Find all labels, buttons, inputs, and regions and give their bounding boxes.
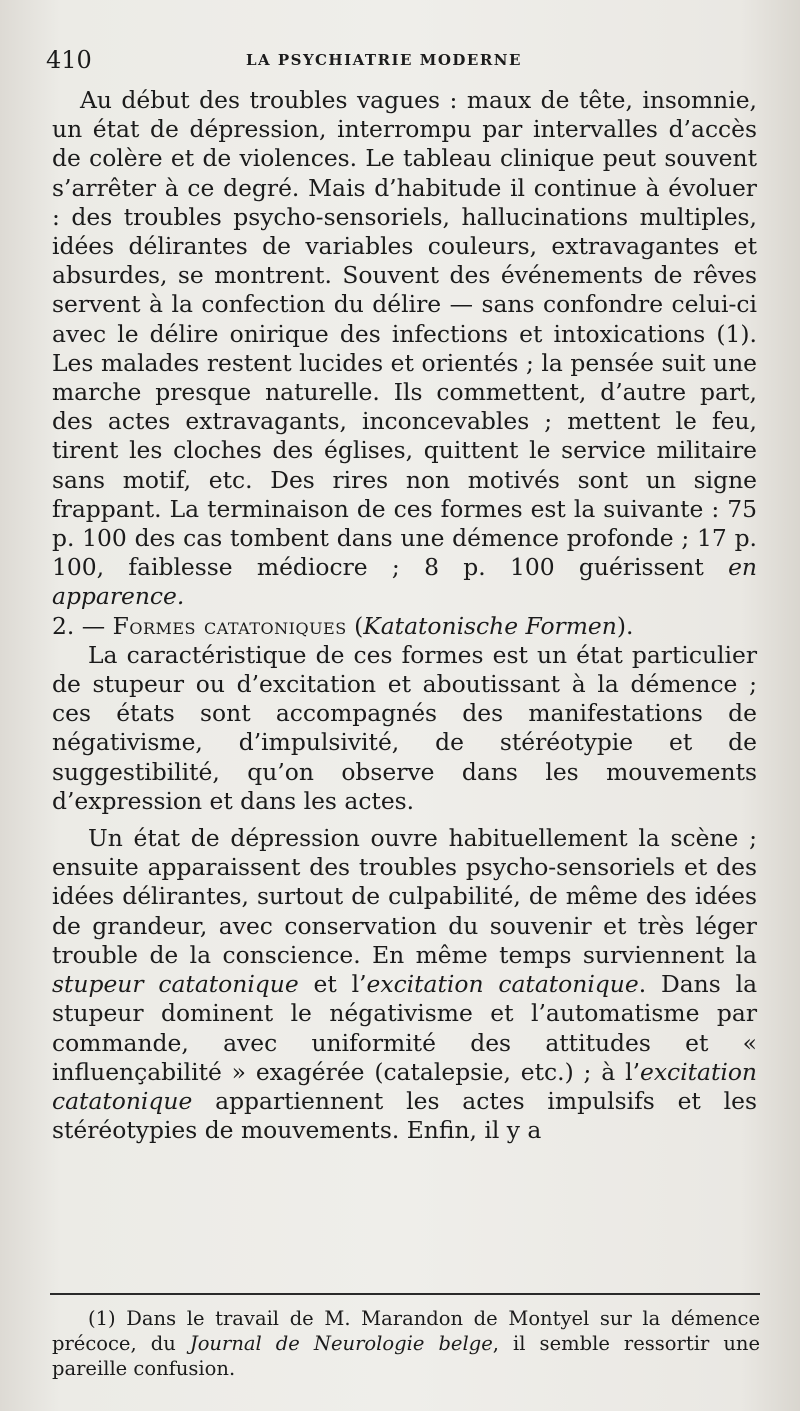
footnote-text bbox=[52, 1306, 760, 1381]
paragraph-1 bbox=[52, 86, 757, 612]
section-number: 2. — bbox=[52, 611, 106, 640]
footnote-rule bbox=[50, 1293, 760, 1295]
page-header bbox=[46, 46, 772, 76]
paragraph-3-text-d: appartiennent les actes impulsifs et les stéréotypies de mouvements. Enfin, il y a bbox=[52, 1086, 757, 1145]
paragraph-1-text: Au début des troubles vagues : maux de tête, insomnie, un état de dépression, interrompu par intervalles d’accès de colère et de violences. Le tableau clinique peut souvent s’arrêter à ce degré. Mais d’habitude il continue à évoluer : des troubles psycho-sensoriels, hallucinations multiples, idées délirantes de variables couleurs, extravagantes et absurdes, se montrent. Souvent des événements de rêves servent à la confection du délire — sans confondre celui-ci avec le délire onirique des infections et intoxications (1). Les malades restent lucides et orientés ; la pensée suit une marche presque naturelle. Ils commettent, d’autre part, des actes extravagants, inconcevables ; mettent le feu, tirent les cloches des églises, quittent le service militaire sans motif, etc. Des rires non motivés sont un signe frappant. La terminaison de ces formes est la suivante : 75 p. 100 des cas tombent dans une démence profonde ; 17 p. 100, faiblesse médiocre ; 8 p. 100 guérissent bbox=[52, 86, 757, 582]
footnote-text-b: , il semble ressortir une pareille confusion. bbox=[52, 1332, 761, 1380]
page-number: 410 bbox=[46, 46, 92, 74]
paragraph-3-emphasis-3: excitation catatonique bbox=[52, 1057, 757, 1115]
paragraph-3-text-a: Un état de dépression ouvre habituellement la scène ; ensuite apparaissent des troubles psycho-sensoriels et des idées délirantes, surtout de culpabilité, de même des idées de grandeur, avec conservation du souvenir et très léger trouble de la conscience. En même temps surviennent la bbox=[52, 824, 757, 969]
section-title: Formes catatoniques bbox=[112, 611, 347, 640]
paragraph-3-text-c: . Dans la stupeur dominent le négativisme et l’automatisme par commande, avec uniformité des attitudes et « influençabilité » exagérée (catalepsie, etc.) ; à l’ bbox=[52, 970, 758, 1086]
footnote-emphasis: Journal de Neurologie belge bbox=[189, 1332, 493, 1355]
paragraph-2: La caractéristique de ces formes est un état particulier de stupeur ou d’excitation et aboutissant à la démence ; ces états sont accompagnés des manifestations de négativisme, d’impulsivité, de stéréotypie et de suggestibilité, qu’on observe dans les mouvements d’expression et dans les actes. bbox=[52, 640, 757, 815]
paragraph-3-emphasis-2: excitation catatonique bbox=[366, 970, 639, 999]
paragraph-3-emphasis-1: stupeur catatonique bbox=[52, 970, 299, 999]
footnote-text-a: (1) Dans le travail de M. Marandon de Montyel sur la démence précoce, du bbox=[52, 1307, 760, 1355]
section-heading: 2. — Formes catatoniques (Katatonische Formen). bbox=[52, 611, 634, 640]
section-title-german: Katatonische Formen bbox=[363, 611, 617, 640]
paragraph-gap bbox=[52, 816, 757, 824]
running-title: LA PSYCHIATRIE MODERNE bbox=[246, 51, 522, 69]
main-text bbox=[52, 86, 757, 1145]
paragraph-3 bbox=[52, 824, 757, 1145]
paragraph-1-emphasis: en apparence. bbox=[52, 553, 757, 611]
footnote bbox=[52, 1306, 760, 1381]
paragraph-3-text-b: et l’ bbox=[298, 970, 367, 999]
